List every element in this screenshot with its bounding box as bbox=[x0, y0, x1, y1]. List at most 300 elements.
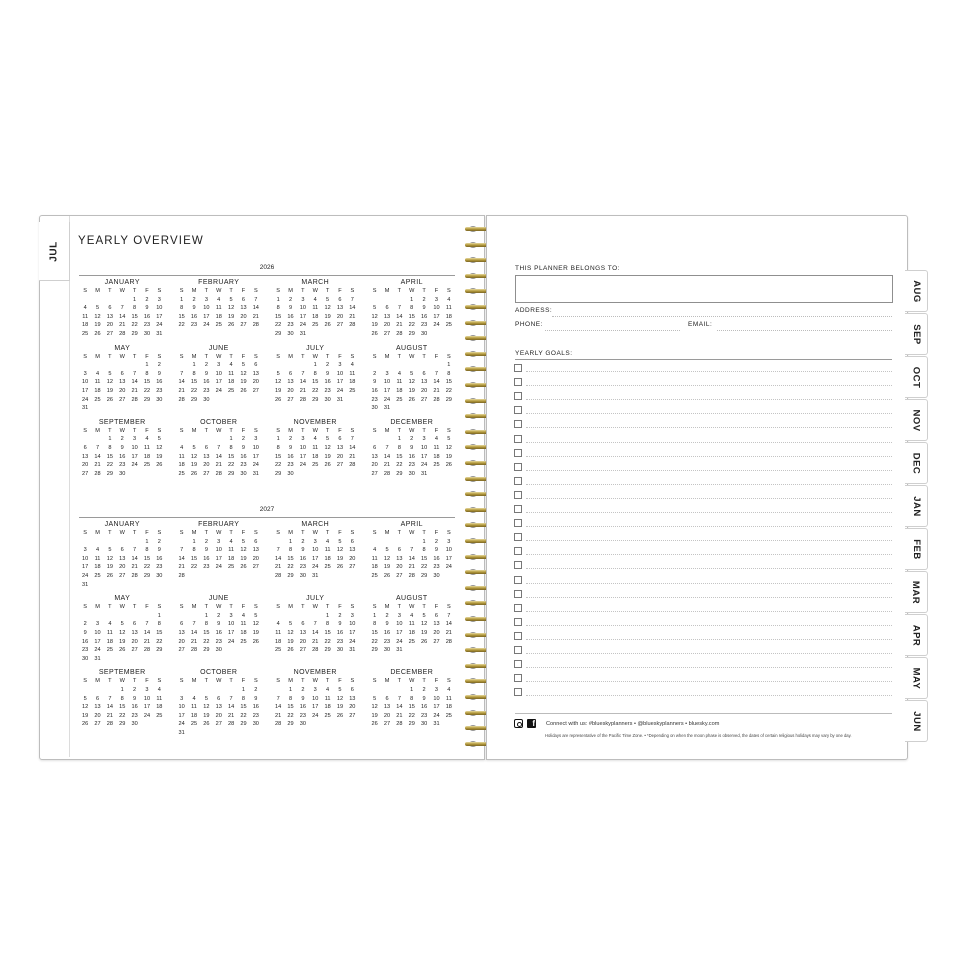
weekday-header: M bbox=[384, 288, 390, 294]
weekday-header: W bbox=[312, 427, 318, 434]
day-cell: 16 bbox=[240, 453, 247, 460]
goal-row[interactable] bbox=[514, 574, 892, 588]
empty-day bbox=[79, 539, 91, 546]
weekday-header: W bbox=[312, 288, 318, 294]
day-cell: 18 bbox=[94, 564, 101, 571]
goal-checkbox[interactable] bbox=[514, 688, 522, 696]
goal-row[interactable] bbox=[514, 433, 892, 447]
day-cell: 20 bbox=[287, 387, 294, 394]
day-cell: 17 bbox=[82, 564, 89, 571]
day-cell: 7 bbox=[276, 547, 280, 554]
goal-line[interactable] bbox=[526, 470, 892, 471]
day-cell: 27 bbox=[371, 470, 378, 477]
goal-row[interactable] bbox=[514, 559, 892, 573]
day-cell: 20 bbox=[349, 704, 356, 711]
goal-line[interactable] bbox=[526, 625, 892, 626]
goal-checkbox[interactable] bbox=[514, 674, 522, 682]
day-cell: 22 bbox=[408, 322, 415, 329]
goal-row[interactable] bbox=[514, 644, 892, 658]
weekday-header: T bbox=[132, 530, 137, 536]
goal-row[interactable] bbox=[514, 390, 892, 404]
day-cell: 27 bbox=[433, 638, 440, 645]
day-cell: 15 bbox=[287, 555, 294, 562]
weekday-header: W bbox=[312, 678, 318, 685]
day-cell: 16 bbox=[287, 313, 294, 320]
day-cell: 20 bbox=[383, 712, 391, 719]
day-cell: 31 bbox=[156, 330, 163, 337]
day-cell: 23 bbox=[252, 712, 259, 719]
day-cell: 10 bbox=[299, 444, 306, 451]
day-cell: 21 bbox=[227, 712, 235, 719]
day-cell: 6 bbox=[385, 305, 389, 312]
day-cell: 20 bbox=[383, 322, 391, 329]
goal-line[interactable] bbox=[526, 695, 892, 696]
goal-checkbox[interactable] bbox=[514, 646, 522, 654]
day-cell: 13 bbox=[203, 453, 210, 460]
tab-sep[interactable] bbox=[905, 313, 928, 355]
goal-row[interactable] bbox=[514, 475, 892, 489]
day-cell: 15 bbox=[143, 379, 151, 386]
address-line[interactable] bbox=[552, 316, 892, 317]
goal-line[interactable] bbox=[526, 498, 892, 499]
day-cell: 10 bbox=[299, 305, 306, 312]
email-line[interactable] bbox=[717, 330, 892, 331]
weekday-header: W bbox=[119, 678, 125, 685]
goal-checkbox[interactable] bbox=[514, 533, 522, 541]
day-cell: 10 bbox=[445, 547, 452, 554]
day-cell: 6 bbox=[254, 362, 258, 369]
day-cell: 30 bbox=[119, 470, 126, 477]
goal-row[interactable] bbox=[514, 376, 892, 390]
weekday-header: S bbox=[372, 678, 377, 685]
day-cell: 21 bbox=[383, 462, 391, 469]
weekday-header: T bbox=[397, 427, 402, 434]
weekday-header: T bbox=[204, 530, 209, 536]
goal-row[interactable] bbox=[514, 686, 892, 700]
day-cell: 12 bbox=[190, 453, 198, 460]
instagram-icon[interactable] bbox=[514, 719, 523, 728]
day-cell: 11 bbox=[228, 370, 234, 377]
goal-line[interactable] bbox=[526, 681, 892, 682]
weekday-header: W bbox=[409, 288, 415, 294]
day-cell: 9 bbox=[133, 695, 137, 702]
weekday-header: S bbox=[179, 353, 184, 360]
day-cell: 10 bbox=[215, 370, 222, 377]
day-cell: 15 bbox=[408, 313, 415, 320]
day-cell: 1 bbox=[373, 612, 377, 619]
day-cell: 5 bbox=[120, 621, 124, 628]
goal-row[interactable] bbox=[514, 630, 892, 644]
goal-line[interactable] bbox=[526, 597, 892, 598]
goal-row[interactable] bbox=[514, 503, 892, 517]
day-cell: 10 bbox=[178, 704, 185, 711]
day-cell: 5 bbox=[83, 695, 87, 702]
day-cell: 6 bbox=[373, 444, 377, 451]
empty-day bbox=[128, 362, 140, 369]
weekday-header: T bbox=[108, 678, 112, 685]
day-cell: 3 bbox=[301, 296, 305, 303]
day-cell: 18 bbox=[240, 629, 247, 636]
month-name: DECEMBER bbox=[390, 418, 434, 426]
day-cell: 30 bbox=[82, 655, 89, 662]
day-cell: 15 bbox=[156, 629, 163, 636]
goal-row[interactable] bbox=[514, 362, 892, 376]
goal-line[interactable] bbox=[526, 667, 892, 668]
day-cell: 14 bbox=[106, 704, 113, 711]
day-cell: 6 bbox=[338, 436, 342, 443]
day-cell: 15 bbox=[240, 704, 247, 711]
day-cell: 18 bbox=[445, 704, 452, 711]
day-cell: 22 bbox=[203, 638, 210, 645]
day-cell: 17 bbox=[252, 453, 259, 460]
goal-line[interactable] bbox=[526, 526, 892, 527]
tab-feb[interactable] bbox=[905, 528, 928, 570]
month-calendar-october bbox=[176, 669, 263, 736]
month-days bbox=[369, 530, 456, 580]
day-cell: 1 bbox=[145, 362, 149, 369]
empty-day bbox=[200, 687, 212, 694]
day-cell: 7 bbox=[434, 370, 439, 377]
goal-checkbox[interactable] bbox=[514, 547, 522, 555]
tab-jan[interactable] bbox=[905, 485, 928, 527]
goal-checkbox[interactable] bbox=[514, 519, 522, 527]
goal-line[interactable] bbox=[526, 611, 892, 612]
day-cell: 28 bbox=[312, 647, 319, 654]
goal-row[interactable] bbox=[514, 404, 892, 418]
day-cell: 21 bbox=[396, 322, 403, 329]
day-cell: 20 bbox=[203, 462, 210, 469]
goal-line[interactable] bbox=[526, 385, 892, 386]
tab-aug[interactable] bbox=[905, 270, 928, 312]
goal-line[interactable] bbox=[526, 653, 892, 654]
day-cell: 26 bbox=[240, 564, 247, 571]
goal-row[interactable] bbox=[514, 588, 892, 602]
day-cell: 2 bbox=[288, 296, 293, 303]
goal-checkbox[interactable] bbox=[514, 561, 522, 569]
goal-line[interactable] bbox=[526, 371, 892, 372]
goal-row[interactable] bbox=[514, 616, 892, 630]
day-cell: 22 bbox=[131, 322, 138, 329]
day-cell: 24 bbox=[215, 564, 222, 571]
day-cell: 4 bbox=[145, 436, 149, 443]
day-cell: 14 bbox=[275, 704, 282, 711]
goal-checkbox[interactable] bbox=[514, 491, 522, 499]
day-cell: 8 bbox=[410, 695, 414, 702]
day-cell: 29 bbox=[275, 330, 282, 337]
weekday-header: W bbox=[119, 604, 125, 611]
day-cell: 24 bbox=[299, 462, 306, 469]
day-cell: 11 bbox=[156, 695, 163, 702]
empty-day bbox=[104, 362, 116, 369]
month-calendar-march bbox=[272, 279, 359, 338]
day-cell: 22 bbox=[396, 462, 403, 469]
goal-row[interactable] bbox=[514, 672, 892, 686]
weekday-header: S bbox=[179, 604, 184, 611]
day-cell: 5 bbox=[108, 547, 112, 554]
day-cell: 20 bbox=[433, 629, 440, 636]
month-name: NOVEMBER bbox=[293, 669, 337, 677]
day-cell: 18 bbox=[433, 453, 440, 460]
day-cell: 2 bbox=[145, 296, 149, 303]
goal-checkbox[interactable] bbox=[514, 364, 522, 372]
day-cell: 2 bbox=[204, 538, 208, 545]
day-cell: 17 bbox=[383, 387, 391, 394]
weekday-header: M bbox=[95, 678, 100, 685]
month-calendar-july bbox=[272, 345, 359, 412]
goal-checkbox[interactable] bbox=[514, 406, 522, 414]
day-cell: 14 bbox=[119, 313, 126, 320]
day-cell: 4 bbox=[276, 621, 280, 628]
goal-checkbox[interactable] bbox=[514, 590, 522, 598]
day-cell: 9 bbox=[217, 621, 221, 628]
goal-line[interactable] bbox=[526, 512, 892, 513]
goal-line[interactable] bbox=[526, 639, 892, 640]
weekday-header: T bbox=[422, 604, 426, 611]
day-cell: 11 bbox=[324, 695, 331, 702]
day-cell: 8 bbox=[397, 444, 401, 451]
day-cell: 6 bbox=[434, 612, 439, 619]
day-cell: 21 bbox=[349, 453, 356, 460]
tab-nov[interactable] bbox=[905, 399, 928, 441]
day-cell: 17 bbox=[312, 555, 319, 562]
goal-row[interactable] bbox=[514, 602, 892, 616]
weekday-header: S bbox=[446, 530, 451, 536]
weekday-header: S bbox=[253, 678, 258, 685]
day-cell: 25 bbox=[240, 638, 247, 645]
tab-oct[interactable] bbox=[905, 356, 928, 398]
day-cell: 5 bbox=[338, 686, 342, 693]
empty-day bbox=[79, 297, 91, 304]
footer-divider bbox=[515, 713, 892, 714]
weekday-header: T bbox=[301, 427, 305, 434]
weekday-header: S bbox=[446, 604, 451, 611]
day-cell: 7 bbox=[95, 444, 100, 451]
day-cell: 31 bbox=[420, 470, 428, 477]
day-cell: 12 bbox=[156, 444, 163, 451]
day-cell: 6 bbox=[350, 538, 354, 545]
day-cell: 21 bbox=[94, 462, 101, 469]
goal-line[interactable] bbox=[526, 427, 892, 428]
day-cell: 5 bbox=[95, 305, 100, 312]
tab-jun[interactable] bbox=[905, 700, 928, 742]
goal-checkbox[interactable] bbox=[514, 378, 522, 386]
weekday-header: S bbox=[276, 604, 281, 611]
day-cell: 26 bbox=[106, 396, 113, 403]
month-days bbox=[369, 428, 456, 478]
goal-line[interactable] bbox=[526, 583, 892, 584]
day-cell: 26 bbox=[252, 638, 259, 645]
day-cell: 20 bbox=[396, 564, 403, 571]
day-cell: 3 bbox=[397, 612, 401, 619]
goal-checkbox[interactable] bbox=[514, 505, 522, 513]
day-cell: 27 bbox=[383, 330, 391, 337]
day-cell: 16 bbox=[143, 313, 151, 320]
day-cell: 9 bbox=[326, 370, 330, 377]
month-name: MARCH bbox=[301, 521, 330, 528]
goal-line[interactable] bbox=[526, 568, 892, 569]
tab-jul[interactable] bbox=[39, 222, 70, 281]
tab-may[interactable] bbox=[905, 657, 928, 699]
day-cell: 28 bbox=[94, 470, 101, 477]
day-cell: 1 bbox=[241, 686, 246, 693]
day-cell: 4 bbox=[157, 686, 161, 693]
day-cell: 8 bbox=[373, 621, 377, 628]
weekday-header: W bbox=[216, 530, 222, 536]
phone-line[interactable] bbox=[545, 330, 680, 331]
goal-row[interactable] bbox=[514, 418, 892, 432]
weekday-header: S bbox=[157, 530, 162, 536]
owner-name-field[interactable] bbox=[515, 275, 893, 303]
goal-checkbox[interactable] bbox=[514, 632, 522, 640]
weekday-header: S bbox=[83, 288, 88, 294]
goal-row[interactable] bbox=[514, 531, 892, 545]
goal-line[interactable] bbox=[526, 456, 892, 457]
day-cell: 18 bbox=[371, 564, 378, 571]
goal-row[interactable] bbox=[514, 517, 892, 531]
day-cell: 28 bbox=[349, 462, 356, 469]
tab-label: OCT bbox=[910, 366, 922, 388]
goal-checkbox[interactable] bbox=[514, 435, 522, 443]
goal-row[interactable] bbox=[514, 658, 892, 672]
goal-line[interactable] bbox=[526, 554, 892, 555]
day-cell: 14 bbox=[131, 379, 138, 386]
day-cell: 28 bbox=[275, 572, 282, 579]
weekday-header: W bbox=[216, 427, 222, 434]
month-calendar-april bbox=[369, 279, 456, 338]
goal-line[interactable] bbox=[526, 399, 892, 400]
tab-label: DEC bbox=[910, 452, 922, 474]
day-cell: 26 bbox=[324, 322, 331, 329]
day-cell: 18 bbox=[349, 379, 356, 386]
empty-day bbox=[79, 436, 91, 443]
empty-day bbox=[272, 613, 284, 620]
weekday-header: S bbox=[446, 427, 451, 434]
weekday-header: F bbox=[338, 678, 342, 685]
day-cell: 14 bbox=[408, 555, 415, 562]
day-cell: 20 bbox=[106, 322, 113, 329]
day-cell: 27 bbox=[82, 470, 89, 477]
day-cell: 24 bbox=[349, 638, 356, 645]
day-cell: 12 bbox=[275, 379, 282, 386]
weekday-header: M bbox=[288, 530, 293, 536]
goal-line[interactable] bbox=[526, 484, 892, 485]
day-cell: 25 bbox=[324, 712, 331, 719]
weekday-header: T bbox=[204, 353, 209, 360]
facebook-icon[interactable]: f bbox=[527, 719, 536, 728]
goal-row[interactable] bbox=[514, 447, 892, 461]
day-cell: 31 bbox=[299, 330, 306, 337]
empty-day bbox=[116, 539, 128, 546]
goal-line[interactable] bbox=[526, 442, 892, 443]
goal-row[interactable] bbox=[514, 545, 892, 559]
goal-checkbox[interactable] bbox=[514, 618, 522, 626]
empty-day bbox=[430, 362, 442, 369]
day-cell: 26 bbox=[336, 564, 344, 571]
month-days bbox=[176, 354, 263, 404]
day-cell: 28 bbox=[275, 721, 282, 728]
day-cell: 3 bbox=[157, 296, 161, 303]
goal-checkbox[interactable] bbox=[514, 477, 522, 485]
month-name: DECEMBER bbox=[390, 669, 434, 677]
goal-checkbox[interactable] bbox=[514, 604, 522, 612]
day-cell: 14 bbox=[312, 629, 319, 636]
day-cell: 23 bbox=[287, 322, 294, 329]
goal-line[interactable] bbox=[526, 413, 892, 414]
day-cell: 8 bbox=[447, 370, 451, 377]
day-cell: 31 bbox=[178, 729, 185, 736]
day-cell: 25 bbox=[275, 647, 282, 654]
weekday-header: F bbox=[241, 604, 246, 611]
day-cell: 23 bbox=[156, 387, 163, 394]
goal-checkbox[interactable] bbox=[514, 660, 522, 668]
day-cell: 18 bbox=[190, 712, 198, 719]
weekday-header: S bbox=[253, 353, 258, 360]
day-cell: 9 bbox=[338, 621, 342, 628]
weekday-header: W bbox=[119, 427, 125, 434]
goal-row[interactable] bbox=[514, 489, 892, 503]
tab-dec[interactable] bbox=[905, 442, 928, 484]
day-cell: 16 bbox=[119, 453, 126, 460]
day-cell: 18 bbox=[324, 704, 331, 711]
tab-mar[interactable] bbox=[905, 571, 928, 613]
day-cell: 17 bbox=[94, 638, 101, 645]
goal-checkbox[interactable] bbox=[514, 420, 522, 428]
day-cell: 20 bbox=[94, 712, 101, 719]
day-cell: 25 bbox=[433, 462, 440, 469]
goal-checkbox[interactable] bbox=[514, 392, 522, 400]
month-days bbox=[176, 678, 263, 736]
day-cell: 24 bbox=[143, 712, 151, 719]
empty-day bbox=[176, 539, 188, 546]
goal-checkbox[interactable] bbox=[514, 576, 522, 584]
day-cell: 28 bbox=[299, 396, 306, 403]
footer-social bbox=[514, 719, 719, 728]
weekday-header: F bbox=[145, 288, 149, 294]
month-calendar-november bbox=[272, 419, 359, 478]
day-cell: 27 bbox=[336, 462, 344, 469]
goal-line[interactable] bbox=[526, 540, 892, 541]
day-cell: 14 bbox=[131, 555, 138, 562]
day-cell: 15 bbox=[143, 555, 151, 562]
day-cell: 1 bbox=[276, 436, 280, 443]
day-cell: 1 bbox=[288, 538, 293, 545]
day-cell: 30 bbox=[420, 330, 428, 337]
day-cell: 22 bbox=[119, 712, 126, 719]
tab-label: AUG bbox=[910, 279, 922, 303]
weekday-header: S bbox=[446, 678, 451, 685]
goal-row[interactable] bbox=[514, 461, 892, 475]
day-cell: 4 bbox=[447, 686, 451, 693]
day-cell: 14 bbox=[433, 379, 440, 386]
weekday-header: T bbox=[422, 678, 426, 685]
month-days bbox=[272, 604, 359, 654]
day-cell: 23 bbox=[240, 462, 247, 469]
weekday-header: F bbox=[338, 288, 342, 294]
day-cell: 3 bbox=[83, 547, 87, 554]
day-cell: 15 bbox=[275, 453, 282, 460]
goal-checkbox[interactable] bbox=[514, 449, 522, 457]
day-cell: 2 bbox=[410, 436, 414, 443]
day-cell: 29 bbox=[203, 647, 210, 654]
day-cell: 26 bbox=[324, 462, 331, 469]
goal-checkbox[interactable] bbox=[514, 463, 522, 471]
day-cell: 20 bbox=[336, 313, 344, 320]
tab-apr[interactable] bbox=[905, 614, 928, 656]
weekday-header: T bbox=[229, 604, 233, 611]
day-cell: 13 bbox=[252, 370, 259, 377]
day-cell: 3 bbox=[145, 686, 149, 693]
day-cell: 12 bbox=[445, 444, 452, 451]
